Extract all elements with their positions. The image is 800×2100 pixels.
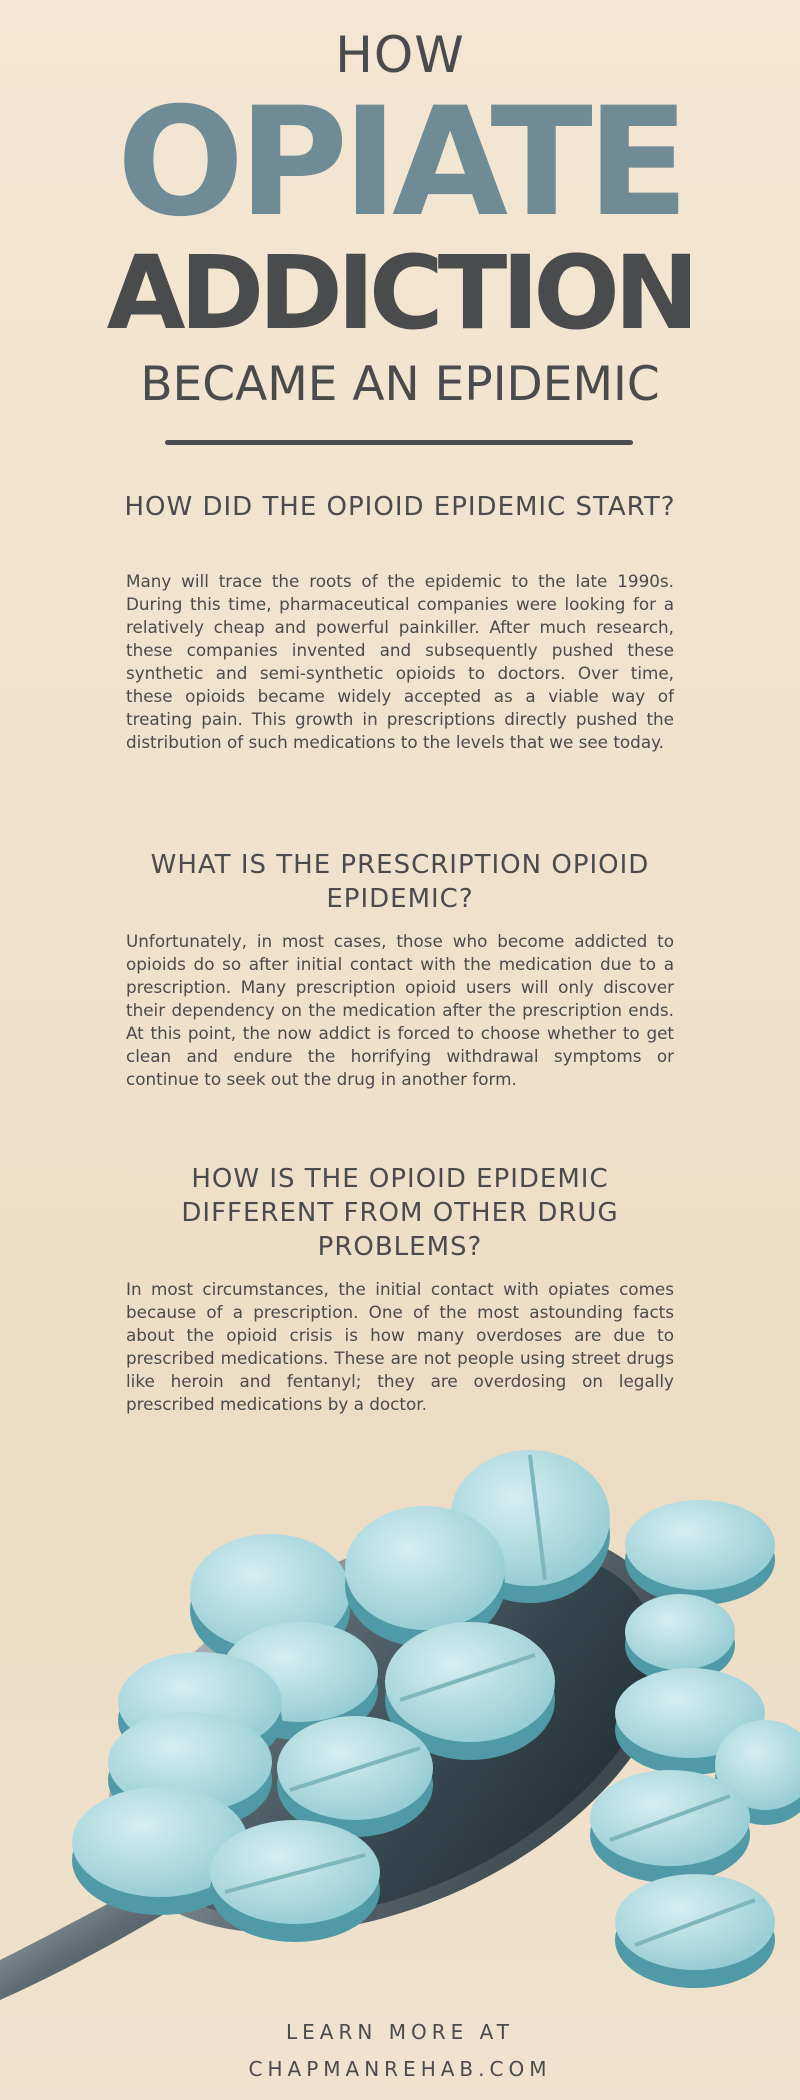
footer-website-link[interactable]: CHAPMANREHAB.COM xyxy=(248,2057,552,2081)
title-opiate: OPIATE xyxy=(116,76,684,250)
title-divider xyxy=(165,440,633,445)
section-body-different: In most circumstances, the initial contact with opiates comes because of a prescription. One of the most astounding facts about the opioid crisis is how many overdoses are due to prescribed medications. These are not people using street drugs like heroin and fentanyl; they are overdosing on legally prescribed medications by a doctor. xyxy=(126,1279,674,1414)
section-body-prescription: Unfortunately, in most cases, those who become addicted to opioids do so after initial contact with the medication due to a prescription. Many prescription opioid users will only discover their dependency on the medication after the prescription ends. At this point, the now addict is forced to choose whether to get clean and endure the horrifying withdrawal symptoms or continue to seek out the drug in another form. xyxy=(126,931,674,1089)
section-heading-different: HOW IS THE OPIOID EPIDEMIC DIFFERENT FROM OTHER DRUG PROBLEMS? xyxy=(181,1164,619,1262)
title-became-an-epidemic: BECAME AN EPIDEMIC xyxy=(140,357,660,412)
section-heading-start: HOW DID THE OPIOID EPIDEMIC START? xyxy=(124,492,676,522)
spoon-with-pills-illustration xyxy=(0,1400,800,2030)
pills-group xyxy=(72,1450,800,1988)
section-heading-prescription: WHAT IS THE PRESCRIPTION OPIOID EPIDEMIC? xyxy=(150,850,650,914)
title-addiction: ADDICTION xyxy=(106,234,694,353)
title-how: HOW xyxy=(335,26,465,84)
footer-learn-more: LEARN MORE AT xyxy=(286,2020,514,2044)
section-body-start: Many will trace the roots of the epidemic to the late 1990s. During this time, pharmaceutical companies were looking for a relatively cheap and powerful painkiller. After much research, these companies invented and subsequently pushed these synthetic and semi-synthetic opioids to doctors. Over time, these opioids became widely accepted as a viable way of treating pain. This growth in prescriptions directly pushed the distribution of such medications to the levels that we see today. xyxy=(126,571,674,752)
